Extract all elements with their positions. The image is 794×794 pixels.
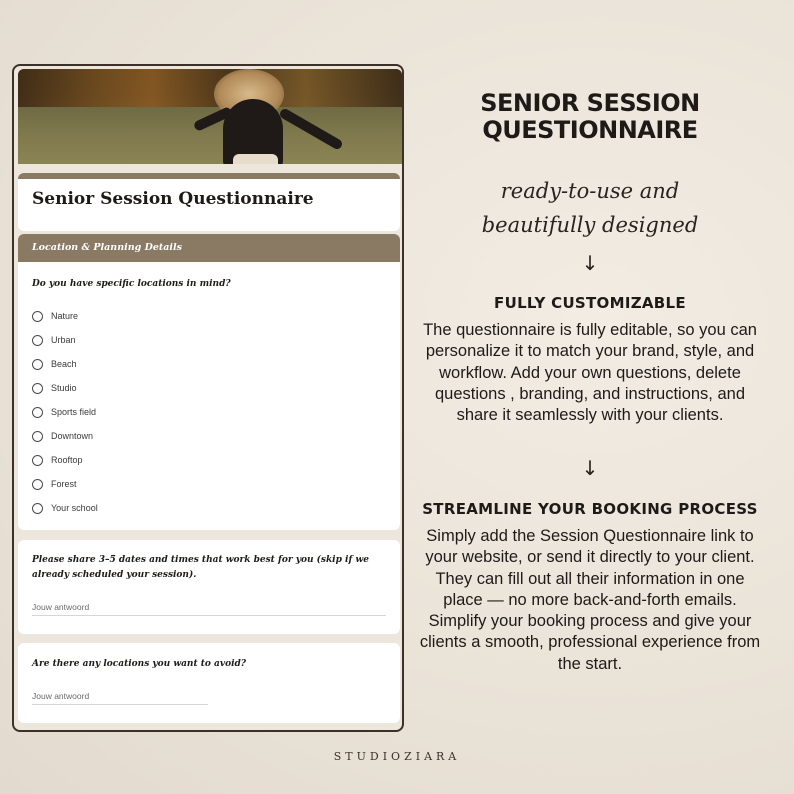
avoid-answer-input[interactable]: Jouw antwoord xyxy=(32,691,208,705)
option-beach[interactable] xyxy=(32,352,98,376)
arrow-down-icon: ↓ xyxy=(581,456,599,480)
radio-button[interactable] xyxy=(32,407,43,418)
question-locations: Do you have specific locations in mind? xyxy=(32,279,231,289)
body-customizable: The questionnaire is fully editable, so you can personalize it to match your brand, style, and workflow. Add your own questions, delete questions , branding, and instructions, and share it seamlessly with your clients. xyxy=(423,321,757,425)
promo-tagline-line1: ready-to-use and xyxy=(500,179,680,203)
option-studio[interactable] xyxy=(32,376,98,400)
option-urban[interactable] xyxy=(32,328,98,352)
dates-question-card xyxy=(18,540,400,634)
location-section-card xyxy=(18,234,400,530)
radio-button[interactable] xyxy=(32,383,43,394)
question-avoid: Are there any locations you want to avoid? xyxy=(32,659,247,669)
promo-title-line1: SENIOR SESSION xyxy=(480,89,700,117)
option-sports-field[interactable] xyxy=(32,400,98,424)
option-label: Downtown xyxy=(51,431,94,441)
promo-title-line2: QUESTIONNAIRE xyxy=(482,116,698,144)
option-forest[interactable] xyxy=(32,472,98,496)
radio-button[interactable] xyxy=(32,311,43,322)
radio-button[interactable] xyxy=(32,335,43,346)
option-rooftop[interactable] xyxy=(32,448,98,472)
avoid-question-card xyxy=(18,643,400,723)
section-header: Location & Planning Details xyxy=(18,234,400,262)
option-downtown[interactable] xyxy=(32,424,98,448)
option-nature[interactable] xyxy=(32,304,98,328)
option-label: Studio xyxy=(51,383,77,393)
radio-button[interactable] xyxy=(32,479,43,490)
header-photo xyxy=(18,69,402,164)
heading-customizable: FULLY CUSTOMIZABLE xyxy=(494,294,686,312)
radio-button[interactable] xyxy=(32,431,43,442)
option-label: Urban xyxy=(51,335,76,345)
form-preview-frame xyxy=(12,64,404,732)
photo-trees xyxy=(18,69,402,109)
radio-button[interactable] xyxy=(32,503,43,514)
promo-tagline-line2: beautifully designed xyxy=(481,213,699,237)
option-label: Forest xyxy=(51,479,77,489)
location-options xyxy=(32,304,98,520)
arrow-down-icon: ↓ xyxy=(581,251,599,275)
option-label: Nature xyxy=(51,311,79,321)
radio-button[interactable] xyxy=(32,455,43,466)
form-title-card xyxy=(18,173,400,231)
radio-button[interactable] xyxy=(32,359,43,370)
option-label: Beach xyxy=(51,359,77,369)
option-your-school[interactable] xyxy=(32,496,98,520)
body-streamline: Simply add the Session Questionnaire link to your website, or send it directly to your client. They can fill out all their information in one place — no more back-and-forth emails. Simplify your booking process and give your clients a smooth, professional experience from the start. xyxy=(419,527,761,673)
photo-skirt xyxy=(233,154,278,164)
promo-tagline xyxy=(410,174,770,242)
dates-answer-input[interactable]: Jouw antwoord xyxy=(32,602,386,616)
promo-title xyxy=(410,90,770,144)
option-label: Rooftop xyxy=(51,455,83,465)
option-label: Your school xyxy=(51,503,98,513)
brand-logo: STUDIOZIARA xyxy=(333,750,461,763)
heading-streamline: STREAMLINE YOUR BOOKING PROCESS xyxy=(422,500,758,518)
form-title: Senior Session Questionnaire xyxy=(32,189,314,209)
question-dates: Please share 3–5 dates and times that work best for you (skip if we already scheduled your session). xyxy=(32,555,369,580)
option-label: Sports field xyxy=(51,407,97,417)
